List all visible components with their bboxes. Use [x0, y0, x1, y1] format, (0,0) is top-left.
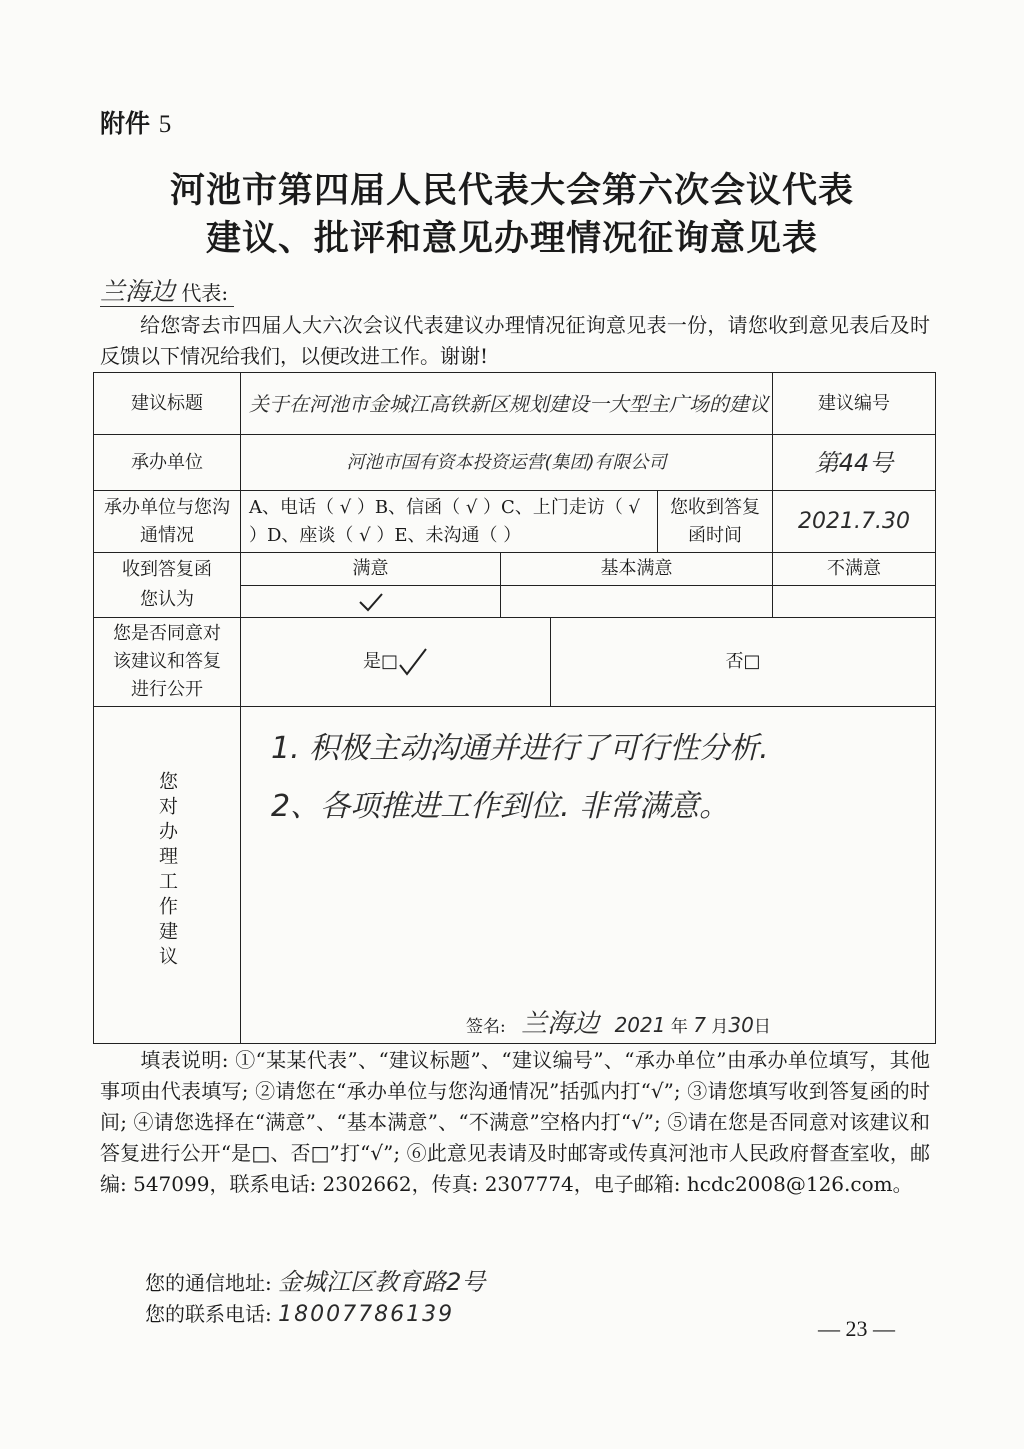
sign-year: 2021	[614, 1013, 666, 1037]
instructions-body: 填表说明: ①“某某代表”、“建议标题”、“建议编号”、“承办单位”由承办单位填写，其他事项由代表填写; ②请您在“承办单位与您沟通情况”括弧内打“√”; ③请您填写收到答复函的时间; ④请您选择在“满意”、“基本满意”、“不满意”空格内打“√”; ⑤请在您是否同意对该建议和答复进行公开“是□、否□”打“√”; ⑥此意见表请及时邮寄或传真河池市人民政府督查室收，邮编: 547099，联系电话: 2302662，传真: 2307774，电子邮箱: hcdc2008@126.com。	[100, 1048, 930, 1196]
option-basic: 基本满意	[501, 553, 773, 586]
sign-month: 7	[693, 1013, 707, 1037]
instructions-text	[100, 1045, 930, 1200]
label-opinion: 收到答复函您认为	[94, 553, 241, 618]
rep-name: 兰海边	[100, 277, 176, 306]
page-number: — 23 —	[818, 1316, 895, 1341]
sign-day: 30	[728, 1013, 754, 1037]
label-title: 建议标题	[94, 373, 241, 435]
label-handler: 承办单位	[94, 435, 241, 491]
signature-row	[466, 1010, 771, 1041]
label-advice-cell	[94, 707, 241, 1044]
option-satisfied: 满意	[241, 553, 501, 586]
phone-value: 18007786139	[278, 1302, 455, 1327]
label-number: 建议编号	[773, 373, 936, 435]
handler-value: 河池市国有资本投资运营(集团)有限公司	[241, 435, 773, 491]
page-title-line2: 建议、批评和意见办理情况征询意见表	[205, 218, 818, 259]
option-yes-cell	[241, 618, 551, 707]
basic-check-cell	[501, 586, 773, 618]
year-label: 年	[670, 1017, 688, 1037]
rep-suffix: 代表:	[181, 281, 229, 305]
option-no: 否□	[551, 618, 936, 707]
intro-text: 给您寄去市四届人大六次会议代表建议办理情况征询意见表一份，请您收到意见表后及时反馈以下情况给我们，以便改进工作。谢谢!	[100, 313, 930, 368]
label-reply-date: 您收到答复函时间	[658, 491, 773, 553]
phone-row	[145, 1298, 454, 1327]
address-value: 金城江区教育路2号	[278, 1268, 486, 1296]
underline	[100, 306, 234, 307]
feedback-form	[93, 372, 936, 1044]
day-label: 日	[753, 1017, 771, 1037]
phone-label: 您的联系电话:	[145, 1302, 272, 1326]
attachment-label: 附件 5	[100, 109, 172, 138]
address-label: 您的通信地址:	[145, 1271, 272, 1295]
signature-name: 兰海边	[521, 1009, 600, 1039]
communication-options: A、电话（ √ ）B、信函（ √ ）C、上门走访（ √ ）D、座谈（ √ ）E、未沟通（ ）	[241, 491, 658, 553]
advice-line-2: 2、各项推进工作到位. 非常满意。	[271, 789, 730, 824]
reply-date-value: 2021.7.30	[773, 491, 936, 553]
checkmark-icon	[358, 591, 384, 613]
suggestion-title-value: 关于在河池市金城江高铁新区规划建设一大型主广场的建议	[241, 373, 773, 435]
advice-cell	[241, 707, 936, 1044]
suggestion-number-value: 第44号	[773, 435, 936, 491]
label-advice: 您对办理工作建议	[156, 770, 178, 971]
page-title-line1: 河池市第四届人民代表大会第六次会议代表	[169, 170, 854, 211]
option-unsatisfied: 不满意	[773, 553, 936, 586]
salutation	[100, 272, 228, 308]
checkmark-icon	[398, 647, 428, 677]
satisfied-check-cell	[241, 586, 501, 618]
month-label: 月	[711, 1017, 729, 1037]
unsatisfied-check-cell	[773, 586, 936, 618]
label-public: 您是否同意对该建议和答复进行公开	[94, 618, 241, 707]
signature-label: 签名:	[466, 1017, 506, 1037]
label-communication: 承办单位与您沟通情况	[94, 491, 241, 553]
advice-line-1: 1. 积极主动沟通并进行了可行性分析.	[271, 731, 769, 766]
address-row	[145, 1262, 485, 1297]
option-yes: 是□	[362, 651, 398, 672]
